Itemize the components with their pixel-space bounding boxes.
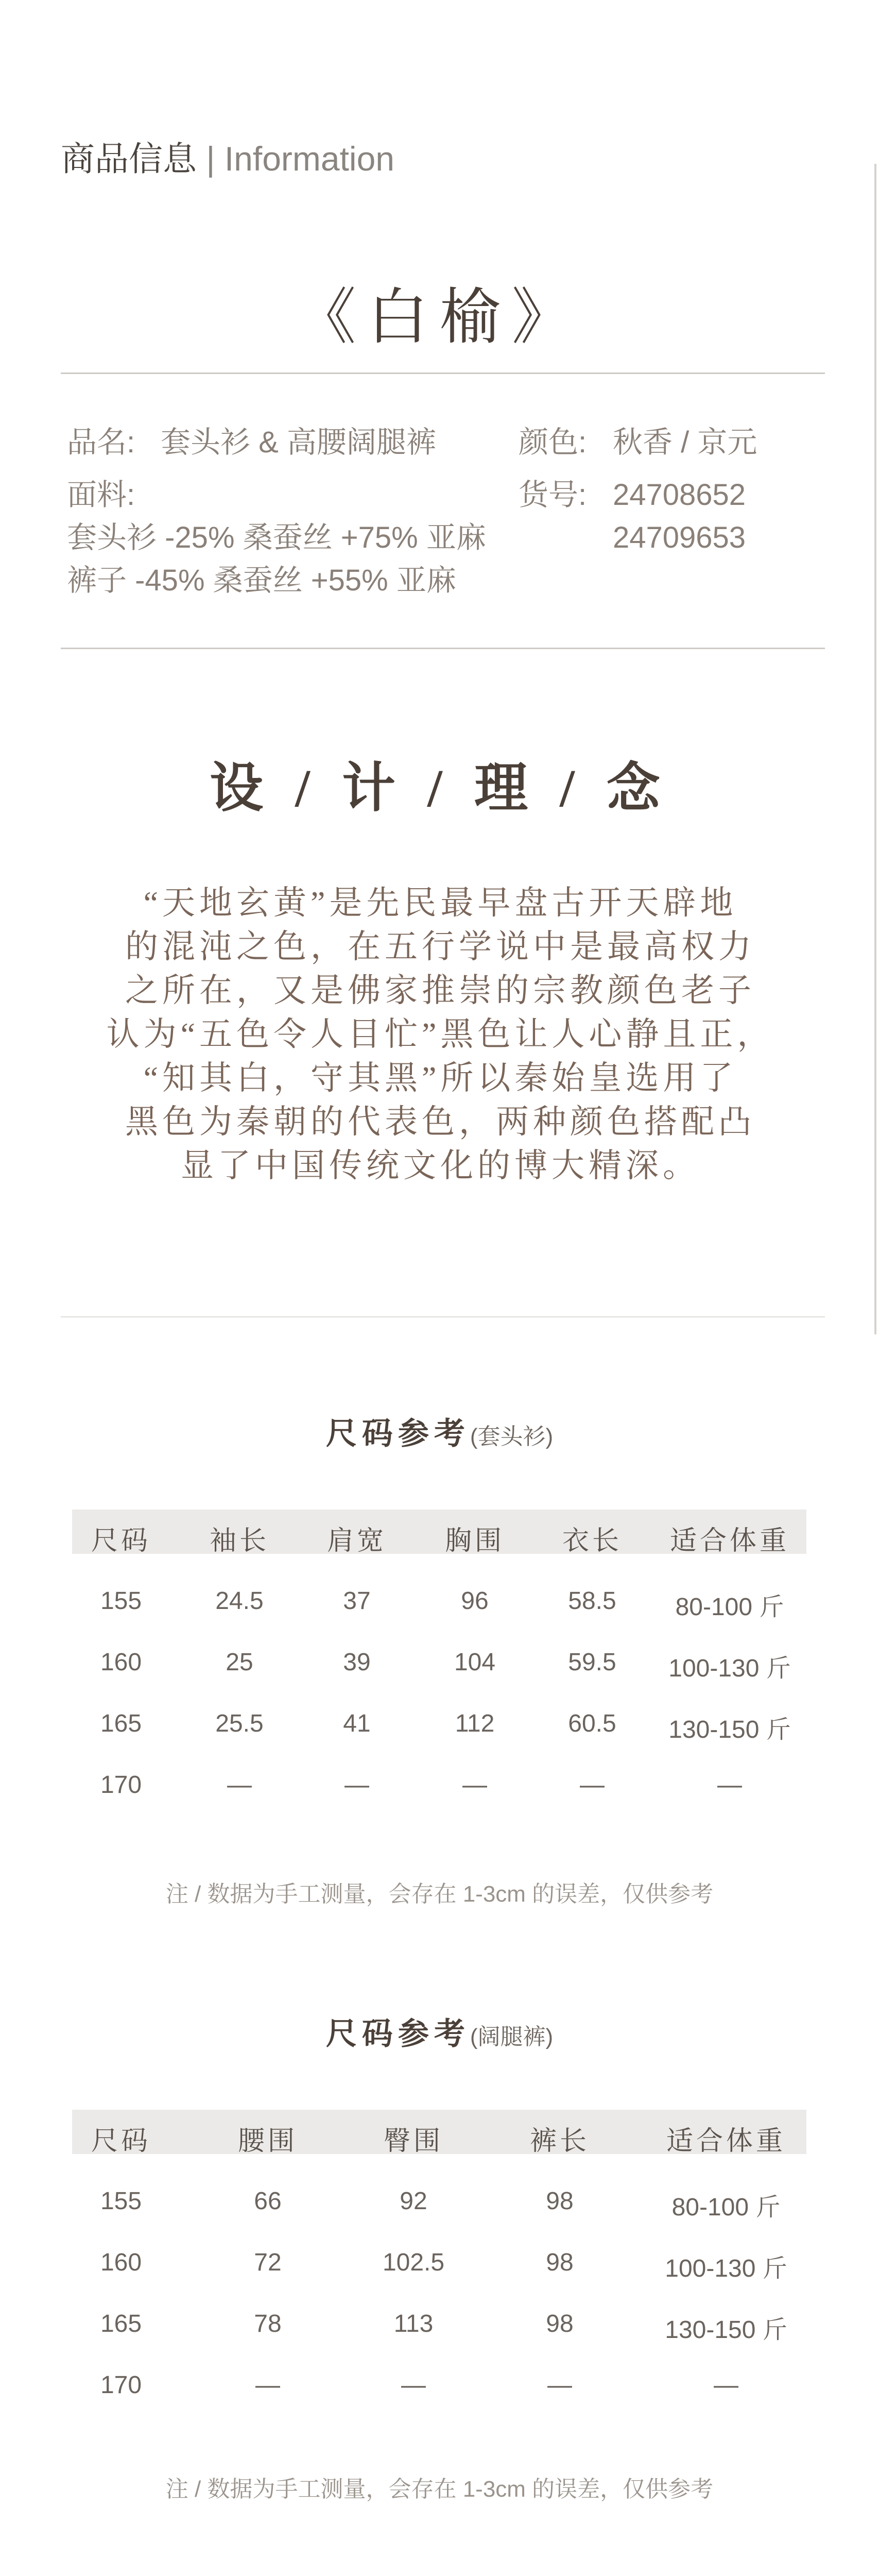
- sku-number-1: 24708652: [613, 478, 746, 512]
- table-cell: 37: [343, 1587, 371, 1615]
- table-row: [72, 1771, 806, 1802]
- concept-line: 认为“五色令人目忙”黑色让人心静且正，: [106, 1016, 774, 1053]
- section-header: [61, 131, 394, 180]
- table-row: [72, 2187, 806, 2221]
- table-cell: 78: [254, 2310, 282, 2337]
- column-header: 胸围: [444, 1526, 505, 1556]
- table-cell: 100-130 斤: [665, 2255, 787, 2282]
- table-cell: 60.5: [568, 1710, 616, 1737]
- table-cell: 160: [100, 2249, 142, 2276]
- concept-line: “天地玄黄”是先民最早盘古开天辟地: [143, 885, 737, 921]
- table-cell: 24.5: [215, 1587, 264, 1615]
- column-header: 袖长: [209, 1526, 270, 1556]
- fabric-label: 面料:: [67, 478, 135, 512]
- column-header: 臀围: [383, 2126, 444, 2156]
- size-chart-subtitle: (套头衫): [470, 1424, 554, 1449]
- table-cell: 155: [100, 2188, 142, 2215]
- table-cell: 41: [343, 1710, 371, 1737]
- table-cell: 165: [100, 1710, 142, 1737]
- table-cell: —: [462, 1771, 487, 1799]
- table-cell: 155: [100, 1587, 142, 1615]
- size-chart-subtitle: (阔腿裤): [470, 2024, 554, 2049]
- measurement-note: 注 / 数据为手工测量，会存在 1-3cm 的误差，仅供参考: [165, 2477, 714, 2502]
- column-header: 裤长: [529, 2126, 590, 2156]
- concept-line: 显了中国传统文化的博大精深。: [181, 1147, 700, 1184]
- size-chart-top-title: [0, 1409, 879, 1453]
- table-cell: 59.5: [568, 1649, 616, 1676]
- product-title: 《白榆》: [295, 284, 584, 351]
- table-cell: 96: [461, 1587, 489, 1615]
- table-row: [72, 1587, 806, 1621]
- product-name-label: 品名:: [67, 426, 135, 459]
- size-table-pants-header: [72, 2110, 806, 2154]
- table-cell: —: [547, 2371, 572, 2399]
- table-cell: —: [401, 2371, 426, 2399]
- table-cell: —: [717, 1771, 742, 1799]
- header-title-cn: 商品信息: [61, 140, 197, 178]
- table-cell: 66: [254, 2188, 282, 2215]
- table-cell: 104: [454, 1649, 496, 1676]
- table-cell: —: [714, 2371, 738, 2399]
- table-row: [72, 2248, 806, 2282]
- size-chart-title: 尺码参考: [325, 2016, 470, 2051]
- table-cell: 80-100 斤: [671, 2194, 781, 2221]
- concept-line: 之所在，又是佛家推崇的宗教颜色老子: [125, 972, 755, 1009]
- table-cell: 130-150 斤: [665, 2316, 787, 2344]
- column-header: 尺码: [91, 2126, 151, 2156]
- table-cell: 58.5: [568, 1587, 616, 1615]
- table-row: [72, 1648, 806, 1682]
- design-concept-text: [103, 881, 778, 1188]
- table-cell: 80-100 斤: [675, 1594, 784, 1621]
- table-cell: —: [580, 1771, 605, 1799]
- design-concept-title: 设 / 计 / 理 / 念: [210, 759, 669, 818]
- measurement-note: 注 / 数据为手工测量，会存在 1-3cm 的误差，仅供参考: [165, 1882, 714, 1907]
- column-header: 尺码: [91, 1526, 151, 1556]
- sku-number-2: 24709653: [613, 521, 746, 554]
- divider: [61, 372, 825, 374]
- table-cell: —: [255, 2371, 280, 2399]
- fabric-line-2: 裤子 -45% 桑蚕丝 +55% 亚麻: [67, 564, 456, 597]
- table-cell: 39: [343, 1649, 371, 1676]
- column-header: 适合体重: [666, 2126, 786, 2156]
- size-chart-pants-title: [0, 2009, 879, 2054]
- concept-line: 黑色为秦朝的代表色，两种颜色搭配凸: [125, 1104, 755, 1140]
- table-cell: 100-130 斤: [668, 1655, 791, 1682]
- table-cell: —: [227, 1771, 252, 1799]
- table-row: [72, 2371, 806, 2402]
- table-cell: 92: [400, 2188, 427, 2215]
- column-header: 适合体重: [669, 1526, 790, 1556]
- header-title-en: Information: [224, 140, 394, 178]
- size-chart-title: 尺码参考: [325, 1416, 470, 1451]
- table-cell: 165: [100, 2310, 142, 2337]
- table-cell: 25.5: [215, 1710, 264, 1737]
- size-table-top-header: [72, 1510, 806, 1554]
- table-cell: 98: [546, 2310, 574, 2337]
- table-cell: 160: [100, 1649, 142, 1676]
- table-row: [72, 1709, 806, 1743]
- color-value: 秋香 / 京元: [613, 426, 757, 459]
- table-cell: 112: [455, 1710, 495, 1737]
- table-cell: 170: [100, 1771, 142, 1799]
- table-cell: —: [344, 1771, 369, 1799]
- divider: [61, 648, 825, 649]
- column-header: 衣长: [562, 1526, 623, 1556]
- table-cell: 130-150 斤: [668, 1716, 791, 1743]
- fabric-line-1: 套头衫 -25% 桑蚕丝 +75% 亚麻: [67, 521, 486, 554]
- column-header: 肩宽: [326, 1526, 387, 1556]
- table-cell: 98: [546, 2249, 574, 2276]
- column-header: 腰围: [237, 2126, 298, 2156]
- concept-line: 的混沌之色，在五行学说中是最高权力: [125, 928, 755, 965]
- concept-line: “知其白，守其黑”所以秦始皇选用了: [143, 1060, 737, 1096]
- table-cell: 72: [254, 2249, 282, 2276]
- table-cell: 25: [226, 1649, 253, 1676]
- table-row: [72, 2310, 806, 2344]
- table-cell: 170: [100, 2371, 142, 2399]
- table-cell: 102.5: [382, 2249, 445, 2276]
- header-separator: |: [197, 140, 225, 178]
- table-cell: 113: [393, 2310, 434, 2337]
- divider: [61, 1316, 825, 1317]
- color-label: 颜色:: [519, 426, 587, 459]
- product-name-value: 套头衫 & 高腰阔腿裤: [161, 426, 436, 459]
- table-cell: 98: [546, 2188, 574, 2215]
- sku-label: 货号:: [519, 478, 587, 512]
